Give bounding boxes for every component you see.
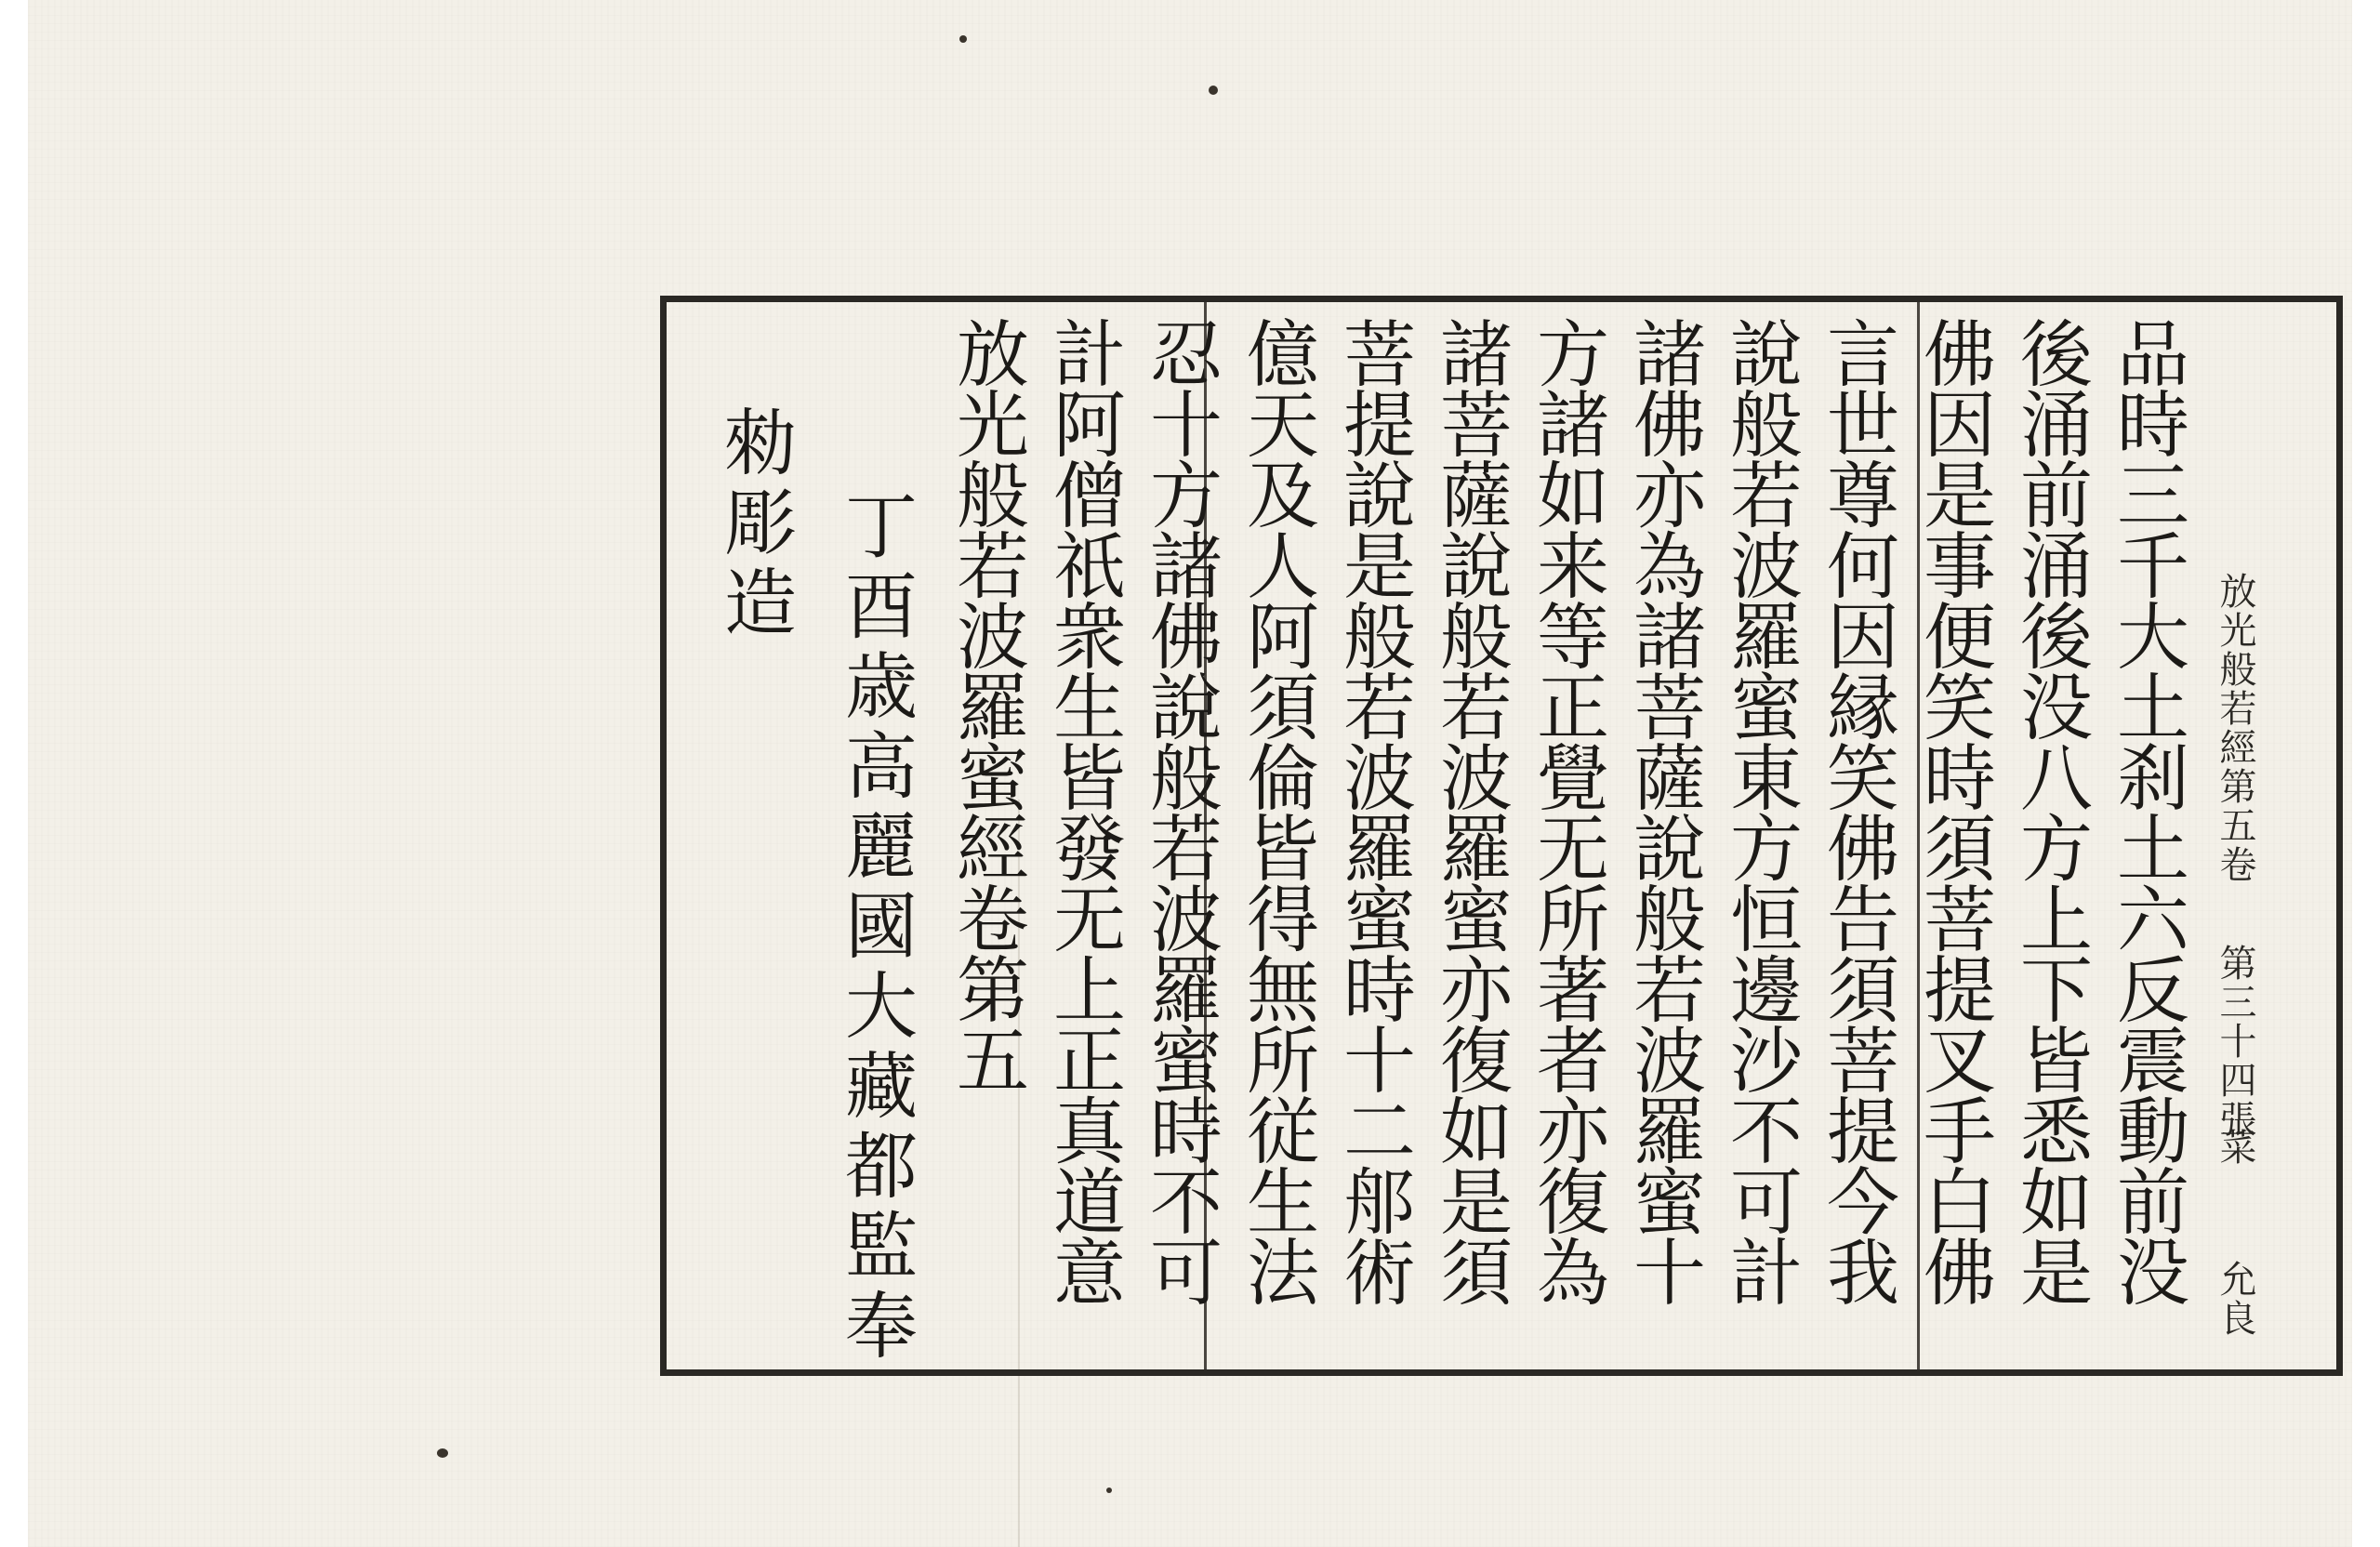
- colophon-sutra-title: 放光般若波羅蜜經卷第五: [945, 316, 1028, 1093]
- ink-speck: [1209, 86, 1218, 95]
- text-column: 佛因是事便笑時須菩提叉手白佛: [1911, 316, 1995, 1305]
- text-column: 菩提說是般若波羅蜜時十二郍術: [1331, 316, 1415, 1305]
- text-column: 諸菩薩說般若波羅蜜亦復如是須: [1428, 316, 1512, 1305]
- text-column: 品時三千大土刹土六反震動前没: [2105, 316, 2188, 1305]
- text-column: 說般若波羅蜜東方恒邊沙不可計: [1718, 316, 1802, 1305]
- printed-block-frame: [660, 296, 2343, 1376]
- ink-speck: [437, 1448, 448, 1458]
- text-column: 忍十方諸佛說般若波羅蜜時不可: [1138, 316, 1222, 1305]
- text-column: 計阿僧祇衆生皆發无上正真道意: [1041, 316, 1125, 1305]
- text-column: 諸佛亦為諸菩薩說般若波羅蜜十: [1621, 316, 1705, 1305]
- scripture-page: [28, 0, 2352, 1547]
- text-column: 後涌前涌後没八方上下皆悉如是: [2008, 316, 2092, 1305]
- text-column: 方諸如来等正覺无所著者亦復為: [1525, 316, 1608, 1305]
- ink-speck: [1106, 1488, 1112, 1493]
- carver-name: 允良: [2214, 1260, 2256, 1338]
- text-column: 億天及人阿須倫皆得無所従生法: [1235, 316, 1318, 1305]
- sutra-volume-label: 放光般若經第五卷: [2214, 572, 2256, 884]
- ink-speck: [959, 35, 967, 43]
- folio-number: 第三十四張: [2214, 944, 2256, 1139]
- text-column: 言世尊何因縁笑佛告須菩提今我: [1815, 316, 1898, 1305]
- case-mark: 菜: [2214, 1128, 2256, 1167]
- colophon-carving-order: 勑彫造: [712, 404, 796, 644]
- colophon-production-note: 丁酉歳高麗國大藏都監奉: [833, 488, 917, 1368]
